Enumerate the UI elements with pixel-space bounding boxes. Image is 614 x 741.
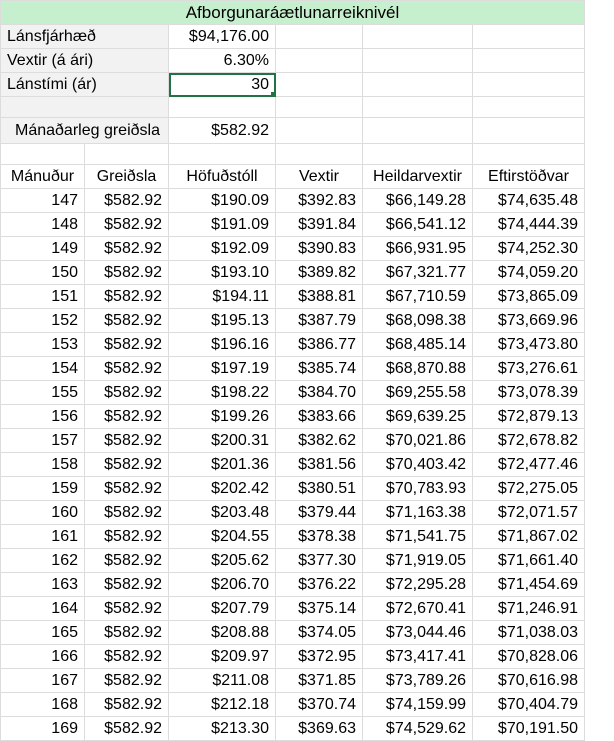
- interest-cell[interactable]: $374.05: [276, 621, 363, 645]
- balance-cell[interactable]: $71,038.03: [473, 621, 585, 645]
- schedule-row: [1, 189, 585, 213]
- total-interest-cell[interactable]: $73,789.26: [363, 669, 473, 693]
- month-cell[interactable]: 168: [1, 693, 85, 717]
- principal-cell[interactable]: $197.19: [169, 357, 276, 381]
- schedule-row: [1, 669, 585, 693]
- balance-cell[interactable]: $72,275.05: [473, 477, 585, 501]
- schedule-row: [1, 429, 585, 453]
- empty-cell[interactable]: [363, 25, 473, 49]
- header-row: [1, 165, 585, 189]
- total-interest-cell[interactable]: $68,870.88: [363, 357, 473, 381]
- month-cell[interactable]: 154: [1, 357, 85, 381]
- schedule-row: [1, 213, 585, 237]
- total-interest-cell[interactable]: $71,919.05: [363, 549, 473, 573]
- interest-cell[interactable]: $387.79: [276, 309, 363, 333]
- empty-cell[interactable]: [276, 73, 363, 97]
- month-cell[interactable]: 150: [1, 261, 85, 285]
- principal-cell[interactable]: $200.31: [169, 429, 276, 453]
- principal-cell[interactable]: $202.42: [169, 477, 276, 501]
- empty-cell[interactable]: [169, 144, 276, 165]
- balance-cell[interactable]: $72,678.82: [473, 429, 585, 453]
- month-cell[interactable]: 153: [1, 333, 85, 357]
- title-row: [1, 1, 585, 25]
- balance-cell[interactable]: $73,276.61: [473, 357, 585, 381]
- empty-cell[interactable]: [473, 97, 585, 118]
- principal-cell[interactable]: $190.09: [169, 189, 276, 213]
- fill-handle[interactable]: [271, 92, 276, 97]
- principal-cell[interactable]: $198.22: [169, 381, 276, 405]
- payment-cell[interactable]: $582.92: [85, 549, 169, 573]
- month-cell[interactable]: 152: [1, 309, 85, 333]
- interest-cell[interactable]: $379.44: [276, 501, 363, 525]
- total-interest-cell[interactable]: $67,710.59: [363, 285, 473, 309]
- amount-label[interactable]: Lánsfjárhæð: [1, 25, 169, 49]
- total-interest-cell[interactable]: $72,670.41: [363, 597, 473, 621]
- empty-cell[interactable]: [473, 118, 585, 144]
- balance-cell[interactable]: $70,828.06: [473, 645, 585, 669]
- principal-cell[interactable]: $213.30: [169, 717, 276, 741]
- input-row-rate: [1, 49, 585, 73]
- principal-cell[interactable]: $211.08: [169, 669, 276, 693]
- schedule-row: [1, 285, 585, 309]
- total-interest-cell[interactable]: $69,639.25: [363, 405, 473, 429]
- balance-cell[interactable]: $74,635.48: [473, 189, 585, 213]
- total-interest-cell[interactable]: $66,541.12: [363, 213, 473, 237]
- balance-cell[interactable]: $71,246.91: [473, 597, 585, 621]
- payment-cell[interactable]: $582.92: [85, 693, 169, 717]
- principal-cell[interactable]: $195.13: [169, 309, 276, 333]
- empty-cell[interactable]: [1, 144, 85, 165]
- balance-cell[interactable]: $72,879.13: [473, 405, 585, 429]
- header-interest[interactable]: Vextir: [276, 165, 363, 189]
- payment-cell[interactable]: $582.92: [85, 333, 169, 357]
- principal-cell[interactable]: $207.79: [169, 597, 276, 621]
- interest-cell[interactable]: $385.74: [276, 357, 363, 381]
- payment-cell[interactable]: $582.92: [85, 405, 169, 429]
- rate-label[interactable]: Vextir (á ári): [1, 49, 169, 73]
- month-cell[interactable]: 169: [1, 717, 85, 741]
- schedule-row: [1, 573, 585, 597]
- schedule-row: [1, 309, 585, 333]
- term-label[interactable]: Lánstími (ár): [1, 73, 169, 97]
- header-payment[interactable]: Greiðsla: [85, 165, 169, 189]
- payment-cell[interactable]: $582.92: [85, 309, 169, 333]
- schedule-row: [1, 501, 585, 525]
- balance-cell[interactable]: $70,191.50: [473, 717, 585, 741]
- total-interest-cell[interactable]: $71,541.75: [363, 525, 473, 549]
- empty-cell[interactable]: [169, 97, 276, 118]
- schedule-row: [1, 597, 585, 621]
- principal-cell[interactable]: $206.70: [169, 573, 276, 597]
- empty-cell[interactable]: [1, 97, 169, 118]
- schedule-row: [1, 381, 585, 405]
- input-row-term: [1, 73, 585, 97]
- principal-cell[interactable]: $191.09: [169, 213, 276, 237]
- interest-cell[interactable]: $383.66: [276, 405, 363, 429]
- payment-cell[interactable]: $582.92: [85, 429, 169, 453]
- empty-cell[interactable]: [473, 144, 585, 165]
- balance-cell[interactable]: $74,444.39: [473, 213, 585, 237]
- interest-cell[interactable]: $372.95: [276, 645, 363, 669]
- empty-cell[interactable]: [85, 144, 169, 165]
- blank-row: [1, 144, 585, 165]
- total-interest-cell[interactable]: $68,098.38: [363, 309, 473, 333]
- payment-cell[interactable]: $582.92: [85, 477, 169, 501]
- month-cell[interactable]: 155: [1, 381, 85, 405]
- interest-cell[interactable]: $389.82: [276, 261, 363, 285]
- balance-cell[interactable]: $73,669.96: [473, 309, 585, 333]
- payment-cell[interactable]: $582.92: [85, 381, 169, 405]
- schedule-row: [1, 549, 585, 573]
- payment-cell[interactable]: $582.92: [85, 597, 169, 621]
- interest-cell[interactable]: $388.81: [276, 285, 363, 309]
- principal-cell[interactable]: $194.11: [169, 285, 276, 309]
- month-cell[interactable]: 157: [1, 429, 85, 453]
- month-cell[interactable]: 148: [1, 213, 85, 237]
- schedule-row: [1, 453, 585, 477]
- payment-cell[interactable]: $582.92: [85, 573, 169, 597]
- interest-cell[interactable]: $381.56: [276, 453, 363, 477]
- empty-cell[interactable]: [276, 144, 363, 165]
- payment-label[interactable]: Mánaðarleg greiðsla: [1, 118, 169, 144]
- payment-cell[interactable]: $582.92: [85, 453, 169, 477]
- principal-cell[interactable]: $199.26: [169, 405, 276, 429]
- empty-cell[interactable]: [363, 73, 473, 97]
- principal-cell[interactable]: $204.55: [169, 525, 276, 549]
- interest-cell[interactable]: $386.77: [276, 333, 363, 357]
- month-cell[interactable]: 164: [1, 597, 85, 621]
- interest-cell[interactable]: $371.85: [276, 669, 363, 693]
- month-cell[interactable]: 149: [1, 237, 85, 261]
- schedule-row: [1, 405, 585, 429]
- month-cell[interactable]: 147: [1, 189, 85, 213]
- empty-cell[interactable]: [363, 49, 473, 73]
- principal-cell[interactable]: $205.62: [169, 549, 276, 573]
- balance-cell[interactable]: $70,616.98: [473, 669, 585, 693]
- principal-cell[interactable]: $203.48: [169, 501, 276, 525]
- empty-cell[interactable]: [276, 25, 363, 49]
- term-value-text: 30: [251, 76, 269, 93]
- schedule-row: [1, 237, 585, 261]
- balance-cell[interactable]: $71,454.69: [473, 573, 585, 597]
- header-balance[interactable]: Eftirstöðvar: [473, 165, 585, 189]
- total-interest-cell[interactable]: $70,021.86: [363, 429, 473, 453]
- month-cell[interactable]: 161: [1, 525, 85, 549]
- schedule-row: [1, 693, 585, 717]
- empty-cell[interactable]: [473, 25, 585, 49]
- interest-cell[interactable]: $391.84: [276, 213, 363, 237]
- payment-cell[interactable]: $582.92: [85, 189, 169, 213]
- payment-cell[interactable]: $582.92: [85, 285, 169, 309]
- principal-cell[interactable]: $208.88: [169, 621, 276, 645]
- rate-value-cell[interactable]: 6.30%: [169, 49, 276, 73]
- balance-cell[interactable]: $73,078.39: [473, 381, 585, 405]
- payment-cell[interactable]: $582.92: [85, 669, 169, 693]
- interest-cell[interactable]: $376.22: [276, 573, 363, 597]
- principal-cell[interactable]: $192.09: [169, 237, 276, 261]
- month-cell[interactable]: 162: [1, 549, 85, 573]
- principal-cell[interactable]: $212.18: [169, 693, 276, 717]
- balance-cell[interactable]: $73,865.09: [473, 285, 585, 309]
- header-month[interactable]: Mánuður: [1, 165, 85, 189]
- month-cell[interactable]: 166: [1, 645, 85, 669]
- schedule-row: [1, 525, 585, 549]
- month-cell[interactable]: 151: [1, 285, 85, 309]
- payment-cell[interactable]: $582.92: [85, 501, 169, 525]
- interest-cell[interactable]: $377.30: [276, 549, 363, 573]
- principal-cell[interactable]: $209.97: [169, 645, 276, 669]
- schedule-row: [1, 621, 585, 645]
- month-cell[interactable]: 167: [1, 669, 85, 693]
- interest-cell[interactable]: $370.74: [276, 693, 363, 717]
- total-interest-cell[interactable]: $73,044.46: [363, 621, 473, 645]
- balance-cell[interactable]: $72,477.46: [473, 453, 585, 477]
- term-value-cell-selected[interactable]: [169, 73, 276, 97]
- month-cell[interactable]: 158: [1, 453, 85, 477]
- empty-cell[interactable]: [473, 73, 585, 97]
- schedule-row: [1, 333, 585, 357]
- principal-cell[interactable]: $196.16: [169, 333, 276, 357]
- total-interest-cell[interactable]: $66,931.95: [363, 237, 473, 261]
- amount-value-cell[interactable]: $94,176.00: [169, 25, 276, 49]
- month-cell[interactable]: 159: [1, 477, 85, 501]
- payment-row: [1, 118, 585, 144]
- balance-cell[interactable]: $74,059.20: [473, 261, 585, 285]
- total-interest-cell[interactable]: $69,255.58: [363, 381, 473, 405]
- interest-cell[interactable]: $382.62: [276, 429, 363, 453]
- balance-cell[interactable]: $70,404.79: [473, 693, 585, 717]
- payment-cell[interactable]: $582.92: [85, 621, 169, 645]
- principal-cell[interactable]: $193.10: [169, 261, 276, 285]
- total-interest-cell[interactable]: $71,163.38: [363, 501, 473, 525]
- interest-cell[interactable]: $375.14: [276, 597, 363, 621]
- interest-cell[interactable]: $380.51: [276, 477, 363, 501]
- total-interest-cell[interactable]: $67,321.77: [363, 261, 473, 285]
- total-interest-cell[interactable]: $72,295.28: [363, 573, 473, 597]
- month-cell[interactable]: 160: [1, 501, 85, 525]
- empty-cell[interactable]: [276, 97, 363, 118]
- input-row-amount: [1, 25, 585, 49]
- empty-cell[interactable]: [363, 118, 473, 144]
- total-interest-cell[interactable]: $68,485.14: [363, 333, 473, 357]
- total-interest-cell[interactable]: $70,403.42: [363, 453, 473, 477]
- payment-cell[interactable]: $582.92: [85, 525, 169, 549]
- payment-cell[interactable]: $582.92: [85, 237, 169, 261]
- total-interest-cell[interactable]: $73,417.41: [363, 645, 473, 669]
- schedule-row: [1, 717, 585, 741]
- header-total-interest[interactable]: Heildarvextir: [363, 165, 473, 189]
- interest-cell[interactable]: $392.83: [276, 189, 363, 213]
- month-cell[interactable]: 163: [1, 573, 85, 597]
- total-interest-cell[interactable]: $74,529.62: [363, 717, 473, 741]
- payment-cell[interactable]: $582.92: [85, 357, 169, 381]
- blank-row: [1, 97, 585, 118]
- interest-cell[interactable]: $369.63: [276, 717, 363, 741]
- balance-cell[interactable]: $74,252.30: [473, 237, 585, 261]
- total-interest-cell[interactable]: $70,783.93: [363, 477, 473, 501]
- sheet-title[interactable]: Afborgunaráætlunarreiknivél: [1, 1, 585, 25]
- payment-cell[interactable]: $582.92: [85, 645, 169, 669]
- empty-cell[interactable]: [473, 49, 585, 73]
- empty-cell[interactable]: [363, 97, 473, 118]
- interest-cell[interactable]: $384.70: [276, 381, 363, 405]
- total-interest-cell[interactable]: $66,149.28: [363, 189, 473, 213]
- payment-value-cell[interactable]: $582.92: [169, 118, 276, 144]
- month-cell[interactable]: 156: [1, 405, 85, 429]
- balance-cell[interactable]: $73,473.80: [473, 333, 585, 357]
- empty-cell[interactable]: [363, 144, 473, 165]
- payment-cell[interactable]: $582.92: [85, 717, 169, 741]
- balance-cell[interactable]: $71,867.02: [473, 525, 585, 549]
- empty-cell[interactable]: [276, 118, 363, 144]
- month-cell[interactable]: 165: [1, 621, 85, 645]
- total-interest-cell[interactable]: $74,159.99: [363, 693, 473, 717]
- payment-cell[interactable]: $582.92: [85, 261, 169, 285]
- interest-cell[interactable]: $390.83: [276, 237, 363, 261]
- schedule-row: [1, 357, 585, 381]
- empty-cell[interactable]: [276, 49, 363, 73]
- schedule-row: [1, 477, 585, 501]
- payment-cell[interactable]: $582.92: [85, 213, 169, 237]
- balance-cell[interactable]: $72,071.57: [473, 501, 585, 525]
- principal-cell[interactable]: $201.36: [169, 453, 276, 477]
- schedule-row: [1, 645, 585, 669]
- schedule-row: [1, 261, 585, 285]
- header-principal[interactable]: Höfuðstóll: [169, 165, 276, 189]
- balance-cell[interactable]: $71,661.40: [473, 549, 585, 573]
- interest-cell[interactable]: $378.38: [276, 525, 363, 549]
